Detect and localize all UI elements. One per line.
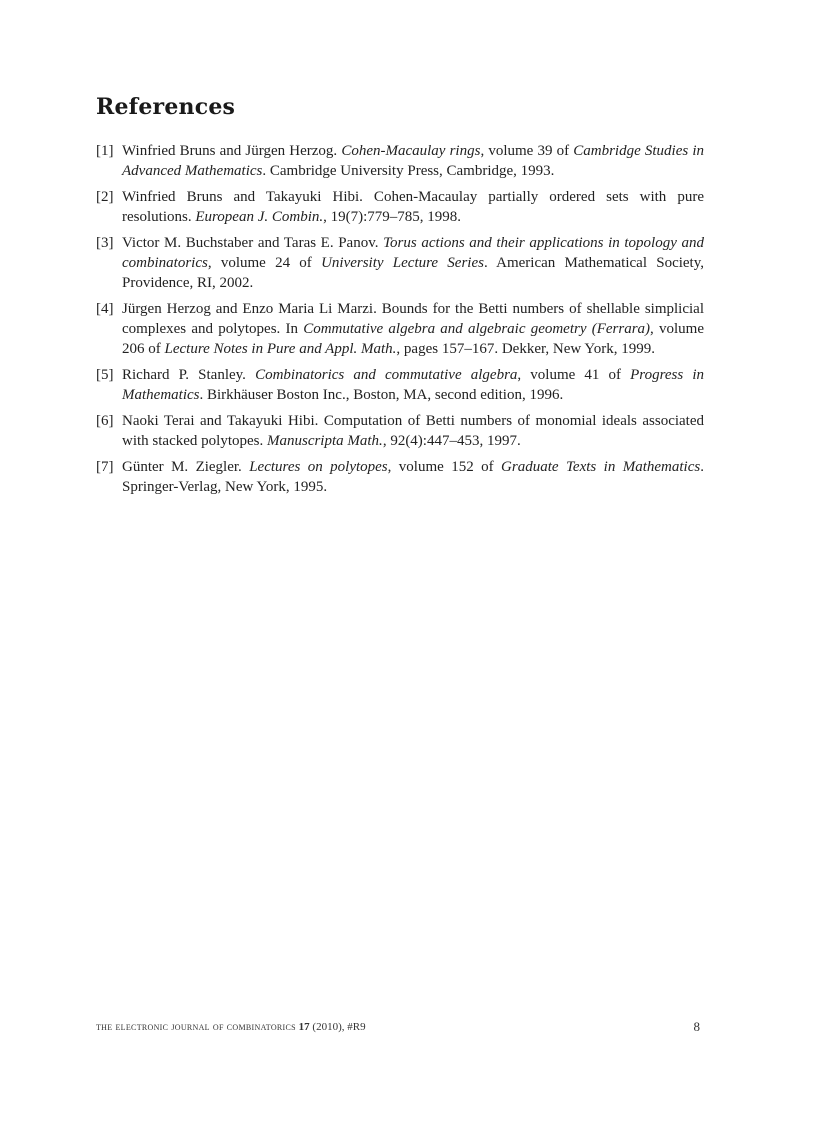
reference-item	[96, 299, 704, 359]
reference-text: Günter M. Ziegler. Lectures on polytopes, volume 152 of Graduate Texts in Mathematics. Springer-Verlag, New York, 1995.	[122, 459, 704, 495]
page-number: 8	[693, 1019, 700, 1034]
reference-number: [7]	[96, 459, 114, 475]
reference-text: Winfried Bruns and Takayuki Hibi. Cohen-Macaulay partially ordered sets with pure resolutions. European J. Combin., 19(7):779–785, 1998.	[122, 189, 704, 225]
reference-item	[96, 457, 704, 497]
reference-number: [1]	[96, 143, 114, 159]
references-heading: References	[96, 94, 236, 120]
reference-text: Richard P. Stanley. Combinatorics and commutative algebra, volume 41 of Progress in Mathematics. Birkhäuser Boston Inc., Boston, MA, second edition, 1996.	[122, 367, 704, 403]
reference-text: Winfried Bruns and Jürgen Herzog. Cohen-Macaulay rings, volume 39 of Cambridge Studies in Advanced Mathematics. Cambridge University Press, Cambridge, 1993.	[122, 143, 705, 179]
reference-text: Victor M. Buchstaber and Taras E. Panov. Torus actions and their applications in topology and combinatorics, volume 24 of University Lecture Series. American Mathematical Society, Providence, RI, 2002.	[122, 235, 704, 291]
reference-number: [4]	[96, 301, 114, 317]
reference-number: [5]	[96, 367, 114, 383]
reference-number: [2]	[96, 189, 114, 205]
page-footer	[96, 1021, 704, 1033]
reference-text: Jürgen Herzog and Enzo Maria Li Marzi. Bounds for the Betti numbers of shellable simplicial complexes and polytopes. In Commutative algebra and algebraic geometry (Ferrara), volume 206 of Lecture Notes in Pure and Appl. Math., pages 157–167. Dekker, New York, 1999.	[122, 301, 704, 357]
reference-item	[96, 141, 704, 181]
journal-issue: (2010), #R9	[312, 1021, 366, 1033]
journal-name: the electronic journal of combinatorics	[96, 1021, 296, 1033]
reference-item	[96, 411, 704, 451]
reference-item	[96, 187, 704, 227]
reference-number: [6]	[96, 413, 114, 429]
reference-item	[96, 365, 704, 405]
reference-text: Naoki Terai and Takayuki Hibi. Computation of Betti numbers of monomial ideals associated with stacked polytopes. Manuscripta Math., 92(4):447–453, 1997.	[122, 413, 704, 449]
journal-volume: 17	[298, 1021, 310, 1033]
reference-list	[96, 141, 704, 503]
reference-number: [3]	[96, 235, 114, 251]
reference-item	[96, 233, 704, 293]
